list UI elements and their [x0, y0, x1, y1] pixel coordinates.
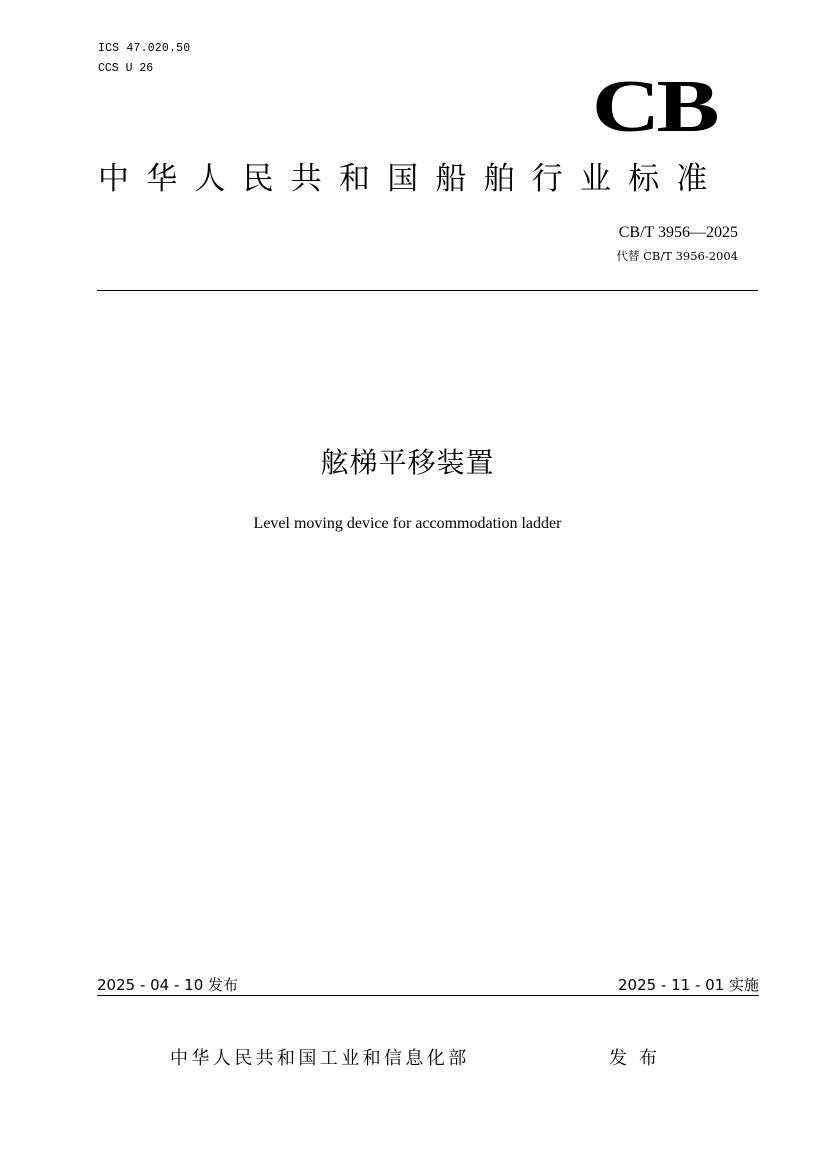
standard-number: CB/T 3956—2025: [618, 224, 738, 241]
implementation-date: 2025 - 11 - 01 实施: [617, 976, 759, 994]
document-title-english: Level moving device for accommodation ladder: [253, 515, 562, 532]
publish-label: 发布: [609, 1048, 669, 1069]
cb-logo: CB: [592, 66, 716, 148]
publisher-name: 中华人民共和国工业和信息化部: [170, 1048, 470, 1069]
replaces-standard: 代替 CB/T 3956-2004: [616, 249, 738, 263]
organization-title: 中华人民共和国船舶行业标准: [98, 161, 725, 197]
ics-code: ICS 47.020.50: [98, 42, 191, 55]
footer-divider: [97, 995, 759, 996]
ccs-code: CCS U 26: [98, 62, 154, 75]
header-divider: [97, 290, 758, 291]
document-title-chinese: 舷梯平移装置: [320, 446, 495, 479]
issue-date: 2025 - 04 - 10 发布: [97, 976, 239, 994]
